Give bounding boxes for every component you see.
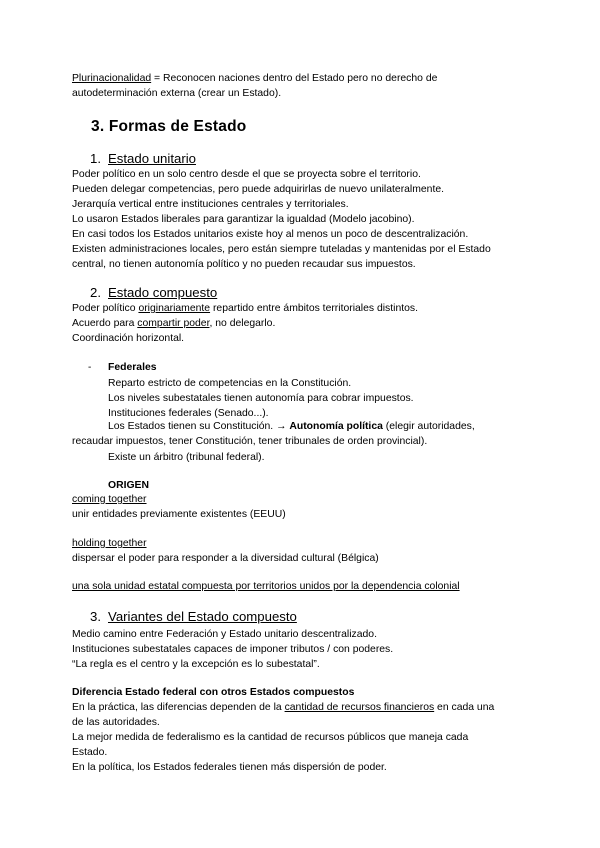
underlined-term: cantidad de recursos financieros [284,702,435,713]
subheading-text: Estado compuesto [108,285,218,300]
underlined-term: compartir poder [137,318,210,329]
origen-title: ORIGEN [108,480,149,491]
diferencia-title: Diferencia Estado federal con otros Estados compuestos [72,687,355,698]
bullet-marker: - [88,362,92,373]
text-segment: en cada una [434,702,495,713]
intro-line-1 [72,72,437,85]
diferencia-line-5: En la política, los Estados federales tienen más dispersión de poder. [72,762,387,773]
subheading-number: 3. [90,609,101,624]
subheading-number: 2. [90,285,101,300]
text-segment: (elegir autoridades, [382,421,475,432]
unitario-line-3: Jerarquía vertical entre instituciones centrales y territoriales. [72,199,349,210]
text-segment: , no delegarlo. [209,318,276,329]
text-segment: Acuerdo para [72,318,138,329]
unitario-line-4: Lo usaron Estados liberales para garantizar la igualdad (Modelo jacobino). [72,214,415,225]
holding-together-desc: dispersar el poder para responder a la diversidad cultural (Bélgica) [72,553,379,564]
text-segment: repartido entre ámbitos territoriales distintos. [210,303,418,314]
bold-term: Autonomía política [289,421,383,432]
section-title: 3. Formas de Estado [91,118,247,135]
federales-title: Federales [108,362,157,373]
compuesto-line-2 [72,317,275,330]
federales-line-2: Los niveles subestatales tienen autonomía para cobrar impuestos. [108,393,414,404]
unitario-line-2: Pueden delegar competencias, pero puede adquirirlas de nuevo unilateralmente. [72,184,445,195]
diferencia-line-4: Estado. [72,747,108,758]
federales-line-1: Reparto estricto de competencias en la Constitución. [108,378,352,389]
federales-line-4 [108,420,475,433]
intro-line-1-text: = Reconocen naciones dentro del Estado pero no derecho de [151,73,438,84]
subheading-compuesto [90,285,217,300]
variantes-line-1: Medio camino entre Federación y Estado unitario descentralizado. [72,629,377,640]
unitario-line-5: En casi todos los Estados unitarios existe hoy al menos un poco de descentralización. [72,229,469,240]
subheading-number: 1. [90,151,101,166]
unitario-line-6: Existen administraciones locales, pero están siempre tuteladas y mantenidas por el Estado [72,244,491,255]
federales-line-5: recaudar impuestos, tener Constitución, tener tribunales de orden provincial). [72,436,428,447]
subheading-text: Variantes del Estado compuesto [108,609,297,624]
unitario-line-7: central, no tienen autonomía político y no pueden recaudar sus impuestos. [72,259,416,270]
diferencia-line-1 [72,701,494,714]
diferencia-line-3: La mejor medida de federalismo es la cantidad de recursos públicos que maneja cada [72,732,469,743]
underlined-term: originariamente [138,303,211,314]
federales-line-3: Instituciones federales (Senado...). [108,408,269,419]
holding-together-term: holding together [72,538,147,549]
colonial-origin: una sola unidad estatal compuesta por territorios unidos por la dependencia colonial [72,581,460,592]
federales-line-6: Existe un árbitro (tribunal federal). [108,452,265,463]
subheading-variantes [90,609,297,624]
variantes-line-3: “La regla es el centro y la excepción es lo subestatal”. [72,659,320,670]
coming-together-desc: unir entidades previamente existentes (EEUU) [72,509,286,520]
coming-together-term: coming together [72,494,147,505]
subheading-unitario [90,151,196,166]
unitario-line-1: Poder político en un solo centro desde el que se proyecta sobre el territorio. [72,169,421,180]
intro-line-2: autodeterminación externa (crear un Estado). [72,88,282,99]
text-segment: Los Estados tienen su Constitución. → [108,421,290,432]
intro-term: Plurinacionalidad [72,73,152,84]
subheading-text: Estado unitario [108,151,196,166]
compuesto-line-1 [72,302,418,315]
compuesto-line-3: Coordinación horizontal. [72,333,185,344]
diferencia-line-2: de las autoridades. [72,717,160,728]
variantes-line-2: Instituciones subestatales capaces de imponer tributos / con poderes. [72,644,394,655]
text-segment: Poder político [72,303,139,314]
text-segment: En la práctica, las diferencias dependen de la [72,702,285,713]
